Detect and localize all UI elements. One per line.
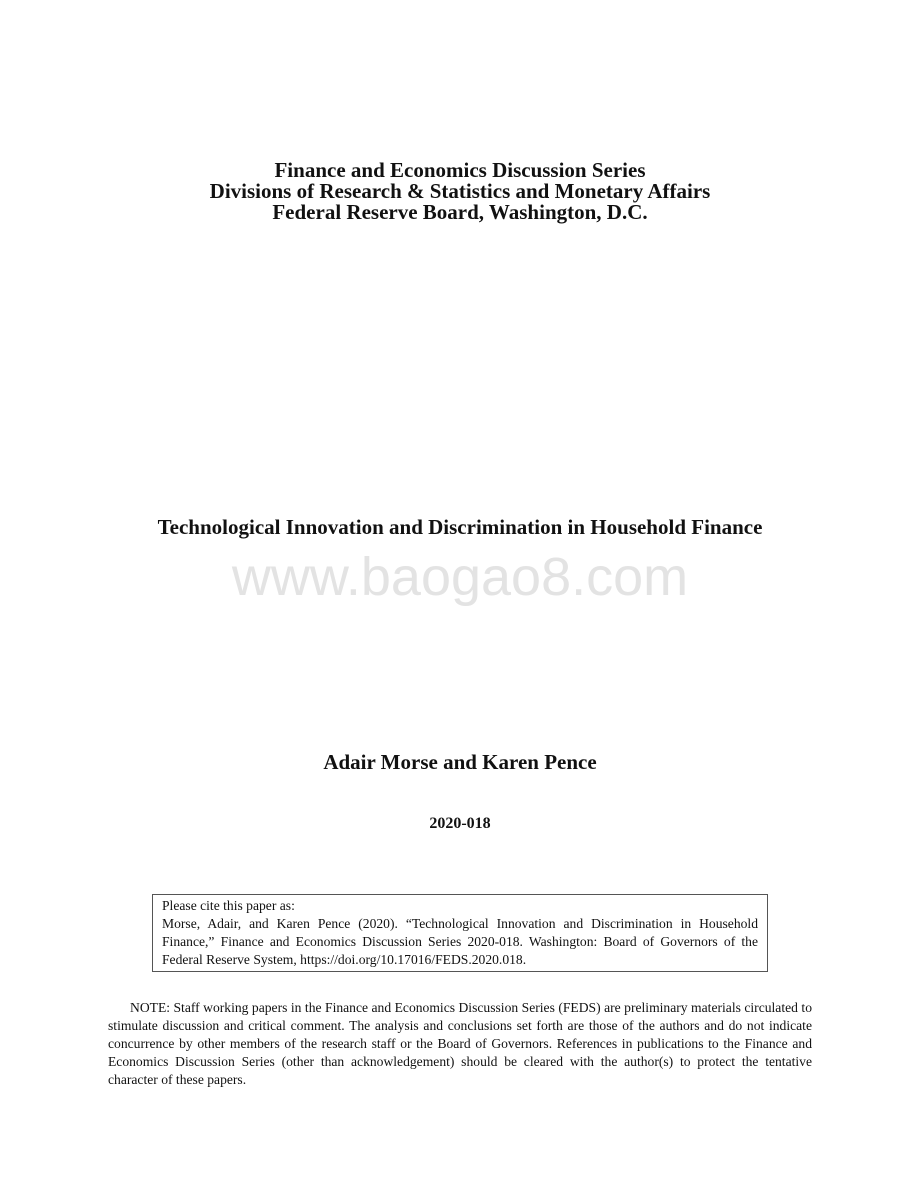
- disclaimer-note: NOTE: Staff working papers in the Finance and Economics Discussion Series (FEDS) are preliminary materials circulated to stimulate discussion and critical comment. The analysis and conclusions set forth are those of the authors and do not indicate concurrence by other members of the research staff or the Board of Governors. References in publications to the Finance and Economics Discussion Series (other than acknowledgement) should be cleared with the author(s) to protect the tentative character of these papers.: [108, 1000, 812, 1087]
- series-name: Finance and Economics Discussion Series: [274, 158, 646, 182]
- watermark: www.baogao8.com: [231, 547, 689, 607]
- citation-intro: Please cite this paper as:: [162, 898, 295, 913]
- paper-authors: Adair Morse and Karen Pence: [323, 750, 597, 774]
- citation-text: Morse, Adair, and Karen Pence (2020). “Technological Innovation and Discrimination in Household Finance,” Finance and Economics Discussion Series 2020-018. Washington: Board of Governors of the Federal Reserve System, https://doi.org/10.17016/FEDS.2020.018.: [162, 916, 758, 967]
- divisions-name: Divisions of Research & Statistics and Monetary Affairs: [209, 179, 711, 203]
- citation-box: [152, 894, 768, 972]
- paper-number: 2020-018: [429, 815, 491, 832]
- series-header: [0, 160, 920, 223]
- paper-title: Technological Innovation and Discrimination in Household Finance: [157, 515, 763, 539]
- board-location: Federal Reserve Board, Washington, D.C.: [272, 200, 648, 224]
